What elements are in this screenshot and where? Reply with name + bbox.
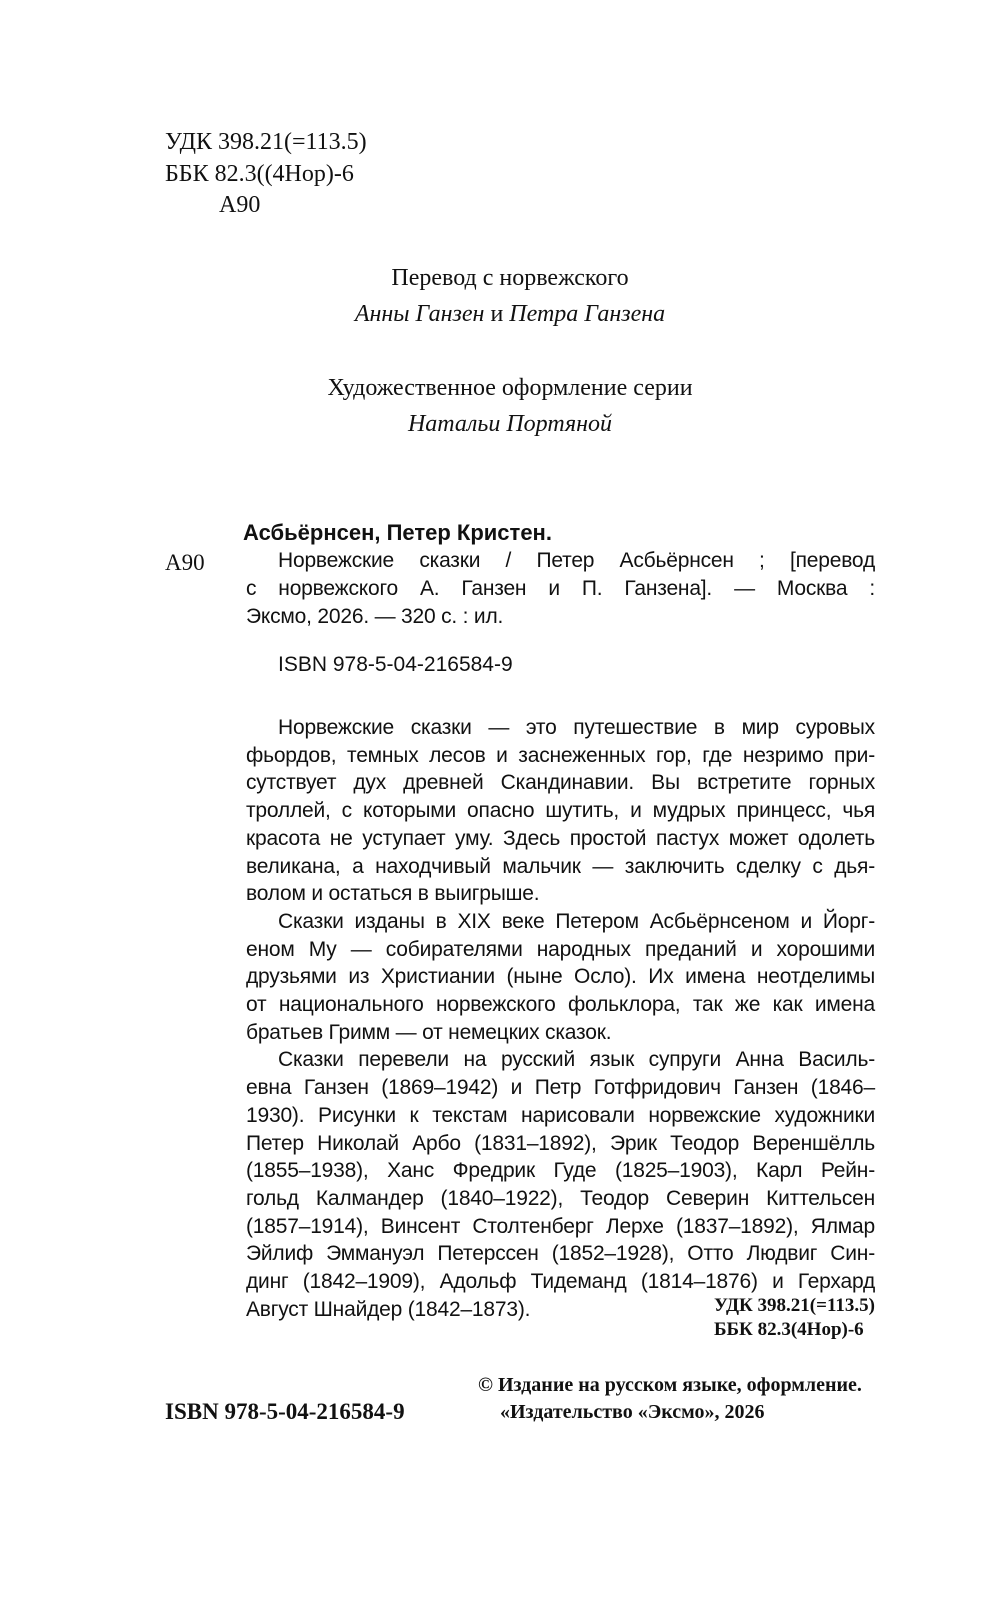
footer-isbn: ISBN 978-5-04-216584-9 [165, 1399, 405, 1424]
annotation-line: от национального норвежского фольклора, так же как имена [246, 993, 875, 1017]
translators [250, 298, 770, 330]
bib-line: Эксмо, 2026. — 320 с. : ил. [246, 605, 504, 628]
annotation-line: евна Ганзен (1869–1942) и Петр Готфридович Ганзен (1846– [246, 1076, 875, 1100]
annotation-line: волом и остаться в выигрыше. [246, 882, 540, 906]
annotation-line: Сказки перевели на русский язык супруги Анна Василь- [278, 1048, 875, 1072]
annotation [246, 714, 875, 1323]
copyright-line-1: © Издание на русском языке, оформление. [478, 1374, 862, 1396]
annotation-line: динг (1842–1909), Адольф Тидеманд (1814–1876) и Герхард [246, 1270, 875, 1294]
annotation-line: Август Шнайдер (1842–1873). [246, 1297, 531, 1321]
annotation-line: братьев Гримм — от немецких сказок. [246, 1020, 612, 1044]
translators-and: и [490, 301, 504, 327]
annotation-line: красота не уступает уму. Здесь простой пастух может одолеть [246, 826, 875, 850]
annotation-line: 1930). Рисунки к текстам нарисовали норвежские художники [246, 1103, 875, 1127]
annotation-line: Норвежские сказки — это путешествие в мир суровых [278, 716, 875, 739]
annotation-line: Сказки изданы в XIX веке Петером Асбьёрнсеном и Йорг- [278, 909, 875, 933]
annotation-line: великана, а находчивый мальчик — заключить сделку с дья- [246, 854, 875, 878]
bib-line: с норвежского А. Ганзен и П. Ганзена]. — Москва : [246, 577, 875, 600]
bib-sign: А90 [165, 550, 205, 575]
footer-udk: УДК 398.21(=113.5) [713, 1295, 875, 1316]
copyright-line-2: «Издательство «Эксмо», 2026 [500, 1401, 765, 1423]
annotation-line: (1857–1914), Винсент Столтенберг Лерхе (1837–1892), Ялмар [246, 1214, 875, 1238]
design-label: Художественное оформление серии [327, 375, 693, 401]
annotation-line: еном Му — собирателями народных преданий и хорошими [246, 937, 875, 961]
bbk-code: ББК 82.3((4Нор)-6 [165, 161, 354, 187]
footer-codes [714, 1294, 875, 1342]
bib-isbn: ISBN 978-5-04-216584-9 [278, 653, 513, 676]
annotation-line: Петер Николай Арбо (1831–1892), Эрик Теодор Вереншёлль [246, 1131, 875, 1155]
annotation-line: троллей, с которыми опасно шутить, и мудрых принцесс, чья [246, 799, 875, 823]
bib-line: Норвежские сказки / Петер Асбьёрнсен ; [перевод [278, 549, 875, 572]
footer-bbk: ББК 82.3(4Нор)-6 [713, 1319, 864, 1340]
author-sign: А90 [219, 192, 261, 218]
translator-2: Петра Ганзена [509, 301, 666, 327]
annotation-line: друзьями из Христиании (ныне Осло). Их имена неотделимы [246, 965, 875, 989]
annotation-line: Эйлиф Эммануэл Петерссен (1852–1928), Отто Людвиг Син- [246, 1242, 875, 1266]
bib-author: Асбьёрнсен, Петер Кристен. [243, 520, 552, 545]
annotation-line: (1855–1938), Ханс Фредрик Гуде (1825–1903), Карл Рейн- [246, 1159, 875, 1183]
udk-code: УДК 398.21(=113.5) [165, 129, 367, 155]
annotation-line: гольд Калмандер (1840–1922), Теодор Северин Киттельсен [246, 1186, 875, 1210]
bib-record [246, 547, 875, 631]
translator-1: Анны Ганзен [354, 301, 485, 327]
designer: Натальи Портяной [407, 411, 613, 437]
annotation-line: сутствует дух древней Скандинавии. Вы встретите горных [246, 771, 875, 795]
annotation-line: фьордов, темных лесов и заснеженных гор, где незримо при- [246, 743, 875, 767]
translation-label: Перевод с норвежского [391, 265, 629, 291]
